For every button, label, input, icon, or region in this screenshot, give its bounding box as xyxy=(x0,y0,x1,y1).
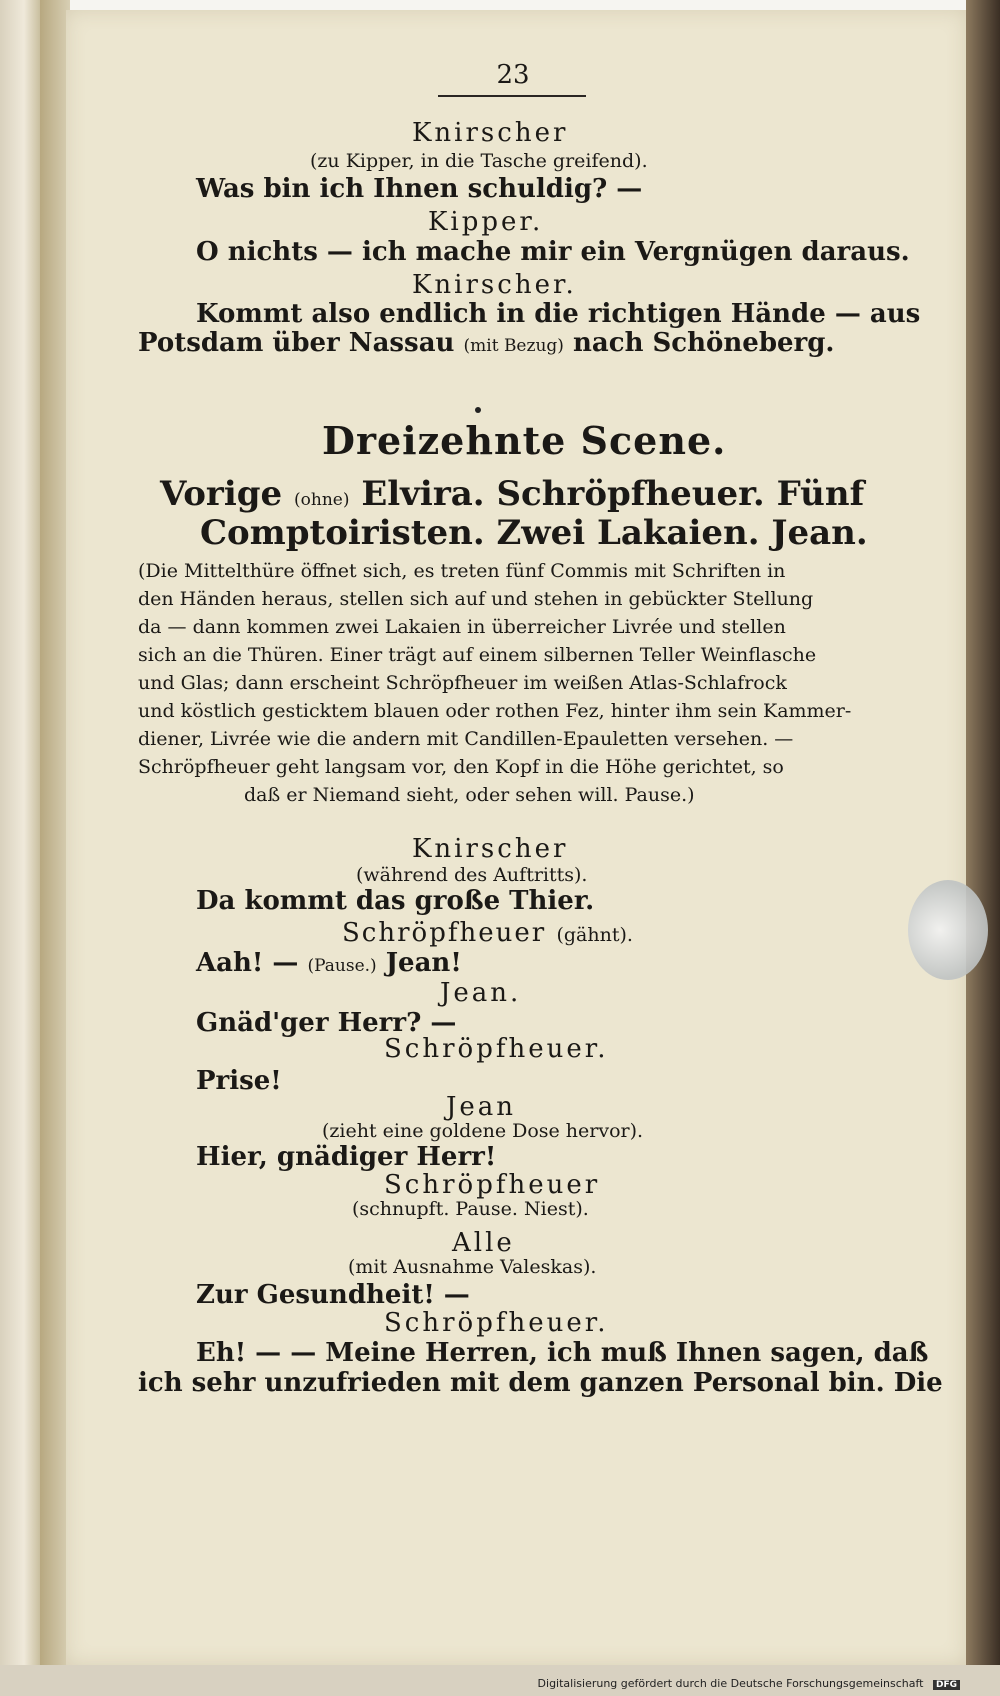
stage-direction: (zu Kipper, in die Tasche greifend). xyxy=(310,150,648,172)
speaker-jean: Jean. xyxy=(440,978,522,1008)
inline-direction: (ohne) xyxy=(294,490,350,510)
stage-direction-line: sich an die Thüren. Einer trägt auf einem silbernen Teller Weinflasche xyxy=(138,644,817,666)
page-number: 23 xyxy=(496,60,530,90)
characters-text: Vorige xyxy=(160,474,283,514)
page-number-rule xyxy=(438,95,586,97)
digitization-credit xyxy=(538,1677,960,1690)
inline-direction: (Pause.) xyxy=(307,956,377,976)
speech-line: Kommt also endlich in die richtigen Hände — aus xyxy=(196,299,921,329)
stage-direction: (mit Ausnahme Valeskas). xyxy=(348,1256,597,1278)
speaker-schroepfheuer: Schröpfheuer. xyxy=(384,1308,609,1338)
speaker-alle: Alle xyxy=(452,1228,515,1258)
speech-line: Da kommt das große Thier. xyxy=(196,886,595,916)
stage-direction: (schnupft. Pause. Niest). xyxy=(352,1198,589,1220)
speaker-schroepfheuer: Schröpfheuer. xyxy=(384,1034,609,1064)
separator-dot xyxy=(475,407,481,413)
scene-characters xyxy=(160,474,864,514)
speech-line: Was bin ich Ihnen schuldig? — xyxy=(196,174,643,204)
credit-text: Digitalisierung gefördert durch die Deutsche Forschungsgemeinschaft xyxy=(537,1677,924,1690)
scene-heading: Dreizehnte Scene. xyxy=(322,418,727,463)
speaker-knirscher: Knirscher xyxy=(412,834,569,864)
inline-direction: (mit Bezug) xyxy=(463,336,564,356)
stage-direction-line: da — dann kommen zwei Lakaien in überreicher Livrée und stellen xyxy=(138,616,786,638)
speech-line xyxy=(196,948,462,978)
speech-line xyxy=(138,328,834,358)
stage-direction-line: und köstlich gesticktem blauen oder rothen Fez, hinter ihm sein Kammer- xyxy=(138,700,852,722)
dfg-logo: DFG xyxy=(933,1680,960,1690)
scanner-page-holder xyxy=(908,880,988,980)
stage-direction-line: daß er Niemand sieht, oder sehen will. Pause.) xyxy=(244,784,695,806)
speech-line: Prise! xyxy=(196,1066,282,1096)
speaker-knirscher: Knirscher. xyxy=(412,270,577,300)
stage-direction-line: diener, Livrée wie die andern mit Candillen-Epauletten versehen. — xyxy=(138,728,794,750)
stage-direction-line: (Die Mittelthüre öffnet sich, es treten fünf Commis mit Schriften in xyxy=(138,560,786,582)
speech-text: Aah! — xyxy=(196,948,299,978)
speaker-schroepfheuer: Schröpfheuer xyxy=(384,1170,601,1200)
stage-direction-line: Schröpfheuer geht langsam vor, den Kopf in die Höhe gerichtet, so xyxy=(138,756,784,778)
speech-text: Jean! xyxy=(385,948,462,978)
speech-line: Gnäd'ger Herr? — xyxy=(196,1008,457,1038)
speech-text: nach Schöneberg. xyxy=(572,328,835,358)
speaker-schroepfheuer xyxy=(342,918,633,948)
speech-line: ich sehr unzufrieden mit dem ganzen Personal bin. Die xyxy=(138,1368,943,1398)
scene-characters: Comptoiristen. Zwei Lakaien. Jean. xyxy=(200,513,868,553)
stage-direction: (während des Auftritts). xyxy=(356,864,588,886)
stage-direction-line: den Händen heraus, stellen sich auf und stehen in gebückter Stellung xyxy=(138,588,814,610)
speaker-kipper: Kipper. xyxy=(428,207,544,237)
inline-direction: (gähnt). xyxy=(556,924,633,946)
speech-line: Zur Gesundheit! — xyxy=(196,1280,470,1310)
speech-line: Eh! — — Meine Herren, ich muß Ihnen sagen, daß xyxy=(196,1338,929,1368)
speaker-knirscher: Knirscher xyxy=(412,118,569,148)
speech-line: O nichts — ich mache mir ein Vergnügen daraus. xyxy=(196,237,910,267)
speaker-jean: Jean xyxy=(446,1092,517,1122)
book-cover-edge xyxy=(966,0,1000,1665)
stage-direction: (zieht eine goldene Dose hervor). xyxy=(322,1120,644,1142)
speech-line: Hier, gnädiger Herr! xyxy=(196,1142,497,1172)
speaker-name: Schröpfheuer xyxy=(342,918,547,948)
stage-direction-line: und Glas; dann erscheint Schröpfheuer im weißen Atlas-Schlafrock xyxy=(138,672,787,694)
characters-text: Elvira. Schröpfheuer. Fünf xyxy=(361,474,865,514)
speech-text: Potsdam über Nassau xyxy=(138,328,455,358)
scan-left-edge xyxy=(0,0,40,1696)
